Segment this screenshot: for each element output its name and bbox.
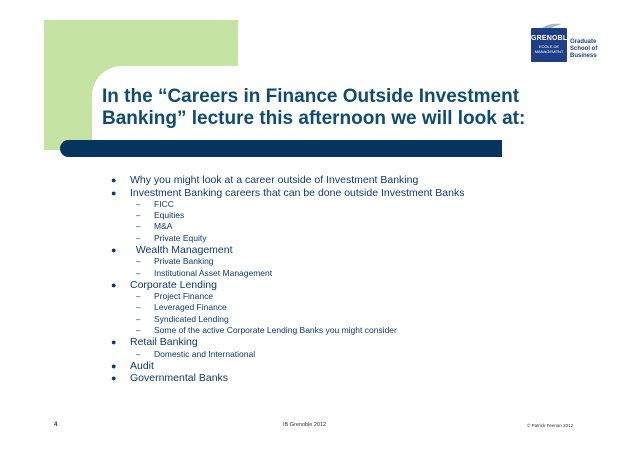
logo-sub-line-1: ECOLE DE <box>538 44 560 49</box>
sub-list-item: – Private Equity <box>136 232 207 243</box>
bullet-dot-icon: ● <box>111 360 117 371</box>
dash-icon: – <box>136 325 141 335</box>
bullet-dot-icon: ● <box>111 337 117 348</box>
page-number: 4 <box>54 422 58 428</box>
dash-icon: – <box>136 222 141 232</box>
sub-list-item: – M&A <box>136 221 173 232</box>
logo-side-line-3: Business <box>570 53 597 59</box>
dash-icon: – <box>136 233 141 243</box>
bullet-dot-icon: ● <box>111 373 117 384</box>
dash-icon: – <box>136 200 141 209</box>
sub-list-item: – Equities <box>136 210 185 221</box>
logo-box <box>531 28 573 62</box>
sub-list-item: – Private Banking <box>136 256 214 267</box>
dash-icon: – <box>136 268 141 278</box>
sub-list-item: – FICC <box>136 199 174 209</box>
dash-icon: – <box>136 292 141 302</box>
logo-brand: GRENOBLE <box>531 35 573 42</box>
footer-copyright: © Patrick Feenan 2012 <box>527 423 574 428</box>
sub-list-item: – Domestic and International <box>136 348 256 359</box>
dash-icon: – <box>136 314 141 324</box>
list-item: ● Investment Banking careers that can be done outside Investment Banks <box>111 186 465 199</box>
title-line-1: In the “Careers in Finance Outside Investment <box>102 86 520 107</box>
logo-side-line-2: School of <box>570 46 598 52</box>
dash-icon: – <box>136 257 141 267</box>
dash-icon: – <box>136 303 141 313</box>
list-item: ● Governmental Banks <box>111 372 229 385</box>
list-item: ● Corporate Lending <box>111 278 217 291</box>
logo-sub-line-2: MANAGEMENT <box>534 49 564 54</box>
sub-list-item: – Some of the active Corporate Lending Banks you might consider <box>136 324 397 335</box>
dash-icon: – <box>136 211 141 221</box>
list-item: ● Audit <box>111 359 154 372</box>
title-line-2: Banking” lecture this afternoon we will look at: <box>102 108 526 129</box>
sub-list-item: – Institutional Asset Management <box>136 267 273 278</box>
list-item: ● Wealth Management <box>111 243 233 256</box>
logo-side-line-1: Graduate <box>570 39 597 45</box>
bullet-dot-icon: ● <box>111 244 117 255</box>
list-item: ● Retail Banking <box>111 336 198 349</box>
grenoble-logo <box>531 28 601 64</box>
bullet-dot-icon: ● <box>111 187 117 198</box>
bullet-list <box>110 174 610 385</box>
slide-title <box>102 86 542 130</box>
bullet-dot-icon: ● <box>111 279 117 290</box>
bullet-dot-icon: ● <box>111 175 117 185</box>
logo-side-text <box>570 39 604 60</box>
sub-list-item: – Syndicated Lending <box>136 313 229 324</box>
list-item: ● Why you might look at a career outside of Investment Banking <box>111 174 419 186</box>
dash-icon: – <box>136 349 141 359</box>
footer-center-text: IB Grenoble 2012 <box>283 422 327 428</box>
sub-list-item: – Leveraged Finance <box>136 302 227 313</box>
title-underline-bar <box>60 140 502 157</box>
sub-list-item: – Project Finance <box>136 291 214 302</box>
